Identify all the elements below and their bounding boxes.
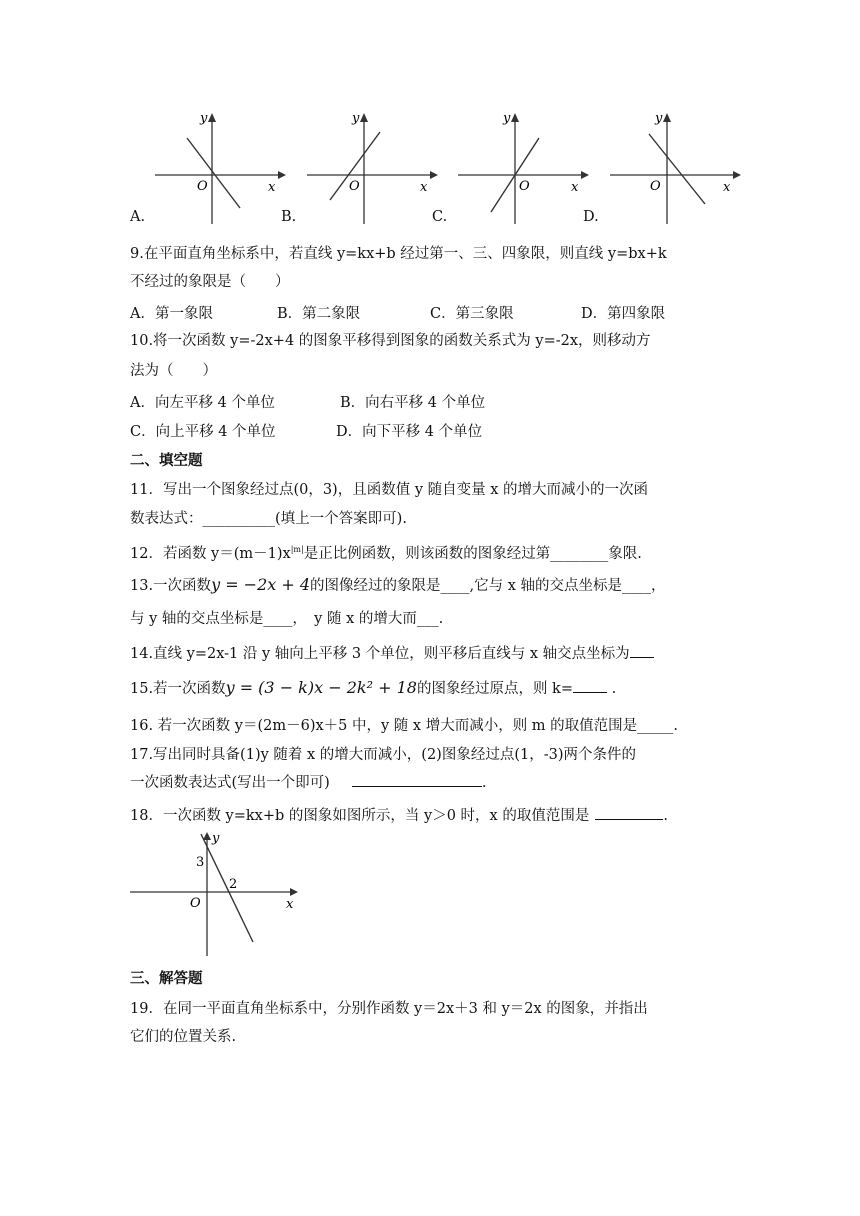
q15-answer-blank xyxy=(573,678,607,693)
q16: 16. 若一次函数 y＝(2m－6)x＋5 中，y 随 x 增大而减小，则 m 的取值范围是_____. xyxy=(130,718,679,734)
q18: 18．一次函数 y=kx+b 的图象如图所示，当 y＞0 时，x 的取值范围是 . xyxy=(130,805,668,827)
svg-text:O: O xyxy=(650,179,661,194)
graph-label-b: B. xyxy=(281,209,297,225)
axis-y-label: y xyxy=(200,111,208,126)
q15: 15.若一次函数y = (3 − k)x − 2k² + 18的图象经过原点，则 k= . xyxy=(130,678,617,697)
q10-option-d: D．向下平移 4 个单位 xyxy=(336,424,483,440)
origin-label: O xyxy=(197,179,208,194)
q9-line2: 不经过的象限是（ ） xyxy=(130,274,290,290)
q9-option-b: B．第二象限 xyxy=(277,306,361,322)
q13-line1: 13.一次函数y = −2x + 4的图像经过的象限是____,它与 x 轴的交点坐标是____， xyxy=(130,575,666,594)
svg-text:y: y xyxy=(503,111,511,126)
svg-text:x: x xyxy=(571,180,579,195)
q13-line2: 与 y 轴的交点坐标是____， y 随 x 的增大而___. xyxy=(130,611,444,627)
graph-option-b xyxy=(302,108,442,228)
q15-formula: y = (3 − k)x − 2k² + 18 xyxy=(225,678,417,697)
section-solutions-heading: 三、解答题 xyxy=(130,971,203,987)
svg-text:x: x xyxy=(723,180,731,195)
q18-axis-y-label: y xyxy=(212,831,220,846)
q18-answer-blank xyxy=(595,805,663,820)
q17-line1: 17.写出同时具备(1)y 随着 x 的增大而减小，(2)图象经过点(1，-3)两个条件的 xyxy=(130,747,636,763)
q18-origin-label: O xyxy=(190,896,201,911)
q17-line2: 一次函数表达式(写出一个即可) . xyxy=(130,772,486,794)
graph-label-c: C. xyxy=(432,209,448,225)
q9-option-d: D．第四象限 xyxy=(581,306,666,322)
q18-axis-x-label: x xyxy=(286,897,294,912)
q18-y-intercept-label: 3 xyxy=(196,855,205,870)
q10-line1: 10.将一次函数 y=-2x+4 的图象平移得到图象的函数关系式为 y=-2x，则移动方 xyxy=(130,333,651,349)
axis-x-label: x xyxy=(268,180,276,195)
svg-text:y: y xyxy=(352,111,360,126)
graph-option-d xyxy=(605,108,745,228)
svg-text:y: y xyxy=(655,111,663,126)
q9-option-a: A．第一象限 xyxy=(130,306,213,322)
q18-x-intercept-label: 2 xyxy=(229,877,238,892)
q9-line1: 9.在平面直角坐标系中，若直线 y=kx+b 经过第一、三、四象限，则直线 y=bx+k xyxy=(130,246,667,262)
q10-option-b: B．向右平移 4 个单位 xyxy=(340,395,486,411)
q14: 14.直线 y=2x-1 沿 y 轴向上平移 3 个单位，则平移后直线与 x 轴交点坐标为 xyxy=(130,643,654,665)
q13-formula: y = −2x + 4 xyxy=(211,575,311,594)
graph-label-a: A. xyxy=(130,209,146,225)
q11-line1: 11．写出一个图象经过点(0，3)，且函数值 y 随自变量 x 的增大而减小的一次函 xyxy=(130,482,649,498)
q10-option-c: C．向上平移 4 个单位 xyxy=(130,424,276,440)
graph-option-c xyxy=(453,108,593,228)
svg-text:x: x xyxy=(420,180,428,195)
q10-line2: 法为（ ） xyxy=(130,363,217,379)
q10-option-a: A．向左平移 4 个单位 xyxy=(130,395,275,411)
q14-answer-blank xyxy=(630,643,654,658)
q9-option-c: C．第三象限 xyxy=(430,306,514,322)
q19-line1: 19．在同一平面直角坐标系中，分别作函数 y＝2x＋3 和 y＝2x 的图象，并指出 xyxy=(130,1001,648,1017)
q17-answer-blank xyxy=(352,772,482,787)
section-fill-in-heading: 二、填空题 xyxy=(130,453,203,469)
svg-text:O: O xyxy=(519,179,530,194)
q11-line2: 数表达式：__________(填上一个答案即可). xyxy=(130,511,407,527)
q12: 12．若函数 $y=(m-1)x^{|m|}$是正比例函数，则该函数的图象经过第________象限. xyxy=(130,545,642,562)
graph-option-a xyxy=(150,108,290,228)
q18-graph xyxy=(128,828,308,960)
q19-line2: 它们的位置关系. xyxy=(130,1029,237,1045)
svg-text:O: O xyxy=(349,179,360,194)
graph-label-d: D. xyxy=(583,209,599,225)
